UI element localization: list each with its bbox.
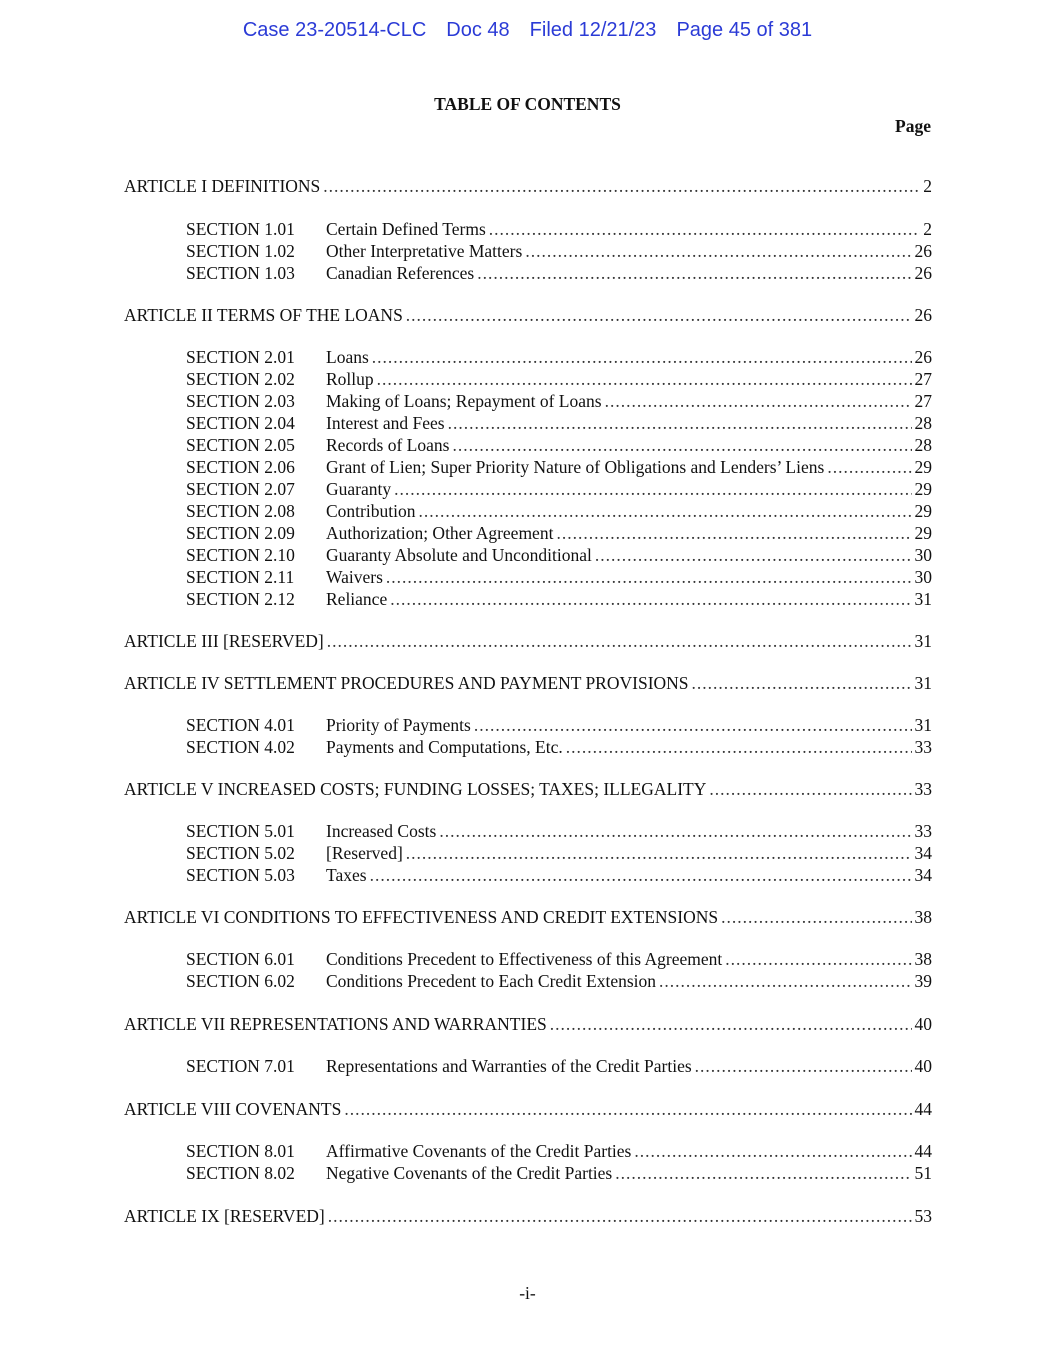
- entry-page-number: 31: [914, 589, 932, 609]
- entry-page-number: 2: [923, 176, 932, 196]
- entry-page-number: 40: [914, 1056, 932, 1076]
- toc-section-entry[interactable]: [186, 864, 932, 886]
- entry-page-number: 34: [914, 865, 932, 885]
- section-number: SECTION 2.03: [186, 391, 295, 411]
- section-number: SECTION 2.02: [186, 369, 295, 389]
- dot-leader: [390, 588, 911, 610]
- toc-section-entry[interactable]: [186, 736, 932, 758]
- entry-title: ARTICLE I DEFINITIONS: [124, 176, 321, 196]
- toc-section-entry[interactable]: [186, 588, 932, 610]
- dot-leader: [406, 304, 912, 326]
- toc-article-entry[interactable]: [124, 304, 932, 326]
- dot-leader: [448, 412, 912, 434]
- toc-section-entry[interactable]: [186, 842, 932, 864]
- entry-title: Interest and Fees: [326, 413, 445, 433]
- dot-leader: [370, 864, 912, 886]
- entry-page-number: 53: [914, 1206, 932, 1226]
- dot-leader: [550, 1013, 912, 1035]
- toc-section-entry[interactable]: [186, 970, 932, 992]
- toc-article-entry[interactable]: [124, 1013, 932, 1035]
- entry-page-number: 31: [914, 715, 932, 735]
- dot-leader: [605, 390, 912, 412]
- dot-leader: [692, 672, 912, 694]
- entry-page-number: 38: [914, 907, 932, 927]
- dot-leader: [566, 736, 912, 758]
- section-number: SECTION 4.01: [186, 715, 295, 735]
- entry-title: Canadian References: [326, 263, 475, 283]
- toc-section-entry[interactable]: [186, 522, 932, 544]
- dot-leader: [394, 478, 911, 500]
- entry-page-number: 39: [914, 971, 932, 991]
- toc-article-entry[interactable]: [124, 175, 932, 197]
- toc-section-entry[interactable]: [186, 218, 932, 240]
- section-number: SECTION 1.01: [186, 219, 295, 239]
- page-footer: -i-: [519, 1283, 536, 1303]
- section-number: SECTION 6.02: [186, 971, 295, 991]
- entry-page-number: 31: [914, 673, 932, 693]
- toc-section-entry[interactable]: [186, 456, 932, 478]
- toc-section-entry[interactable]: [186, 262, 932, 284]
- entry-title: ARTICLE VIII COVENANTS: [124, 1099, 342, 1119]
- dot-leader: [695, 1055, 912, 1077]
- section-number: SECTION 2.10: [186, 545, 295, 565]
- toc-section-entry[interactable]: [186, 240, 932, 262]
- section-number: SECTION 4.02: [186, 737, 295, 757]
- toc-section-entry[interactable]: [186, 368, 932, 390]
- toc-article-entry[interactable]: [124, 630, 932, 652]
- entry-title: Guaranty: [326, 479, 392, 499]
- entry-page-number: 31: [914, 631, 932, 651]
- toc-article-entry[interactable]: [124, 672, 932, 694]
- dot-leader: [327, 630, 912, 652]
- dot-leader: [452, 434, 911, 456]
- entry-title: ARTICLE IV SETTLEMENT PROCEDURES AND PAYMENT PROVISIONS: [124, 673, 689, 693]
- entry-page-number: 40: [914, 1014, 932, 1034]
- toc-section-entry[interactable]: [186, 948, 932, 970]
- dot-leader: [328, 1205, 912, 1227]
- dot-leader: [615, 1162, 911, 1184]
- section-number: SECTION 2.08: [186, 501, 295, 521]
- toc-article-entry[interactable]: [124, 1205, 932, 1227]
- dot-leader: [474, 714, 912, 736]
- entry-title: Representations and Warranties of the Credit Parties: [326, 1056, 692, 1076]
- section-number: SECTION 1.02: [186, 241, 295, 261]
- section-number: SECTION 2.07: [186, 479, 295, 499]
- toc-section-entry[interactable]: [186, 566, 932, 588]
- entry-title: Loans: [326, 347, 369, 367]
- entry-page-number: 30: [914, 545, 932, 565]
- section-number: SECTION 5.03: [186, 865, 295, 885]
- toc-section-entry[interactable]: [186, 390, 932, 412]
- section-number: SECTION 1.03: [186, 263, 295, 283]
- entry-page-number: 26: [914, 347, 932, 367]
- filed-date: Filed 12/21/23: [529, 19, 657, 41]
- dot-leader: [556, 522, 911, 544]
- toc-section-entry[interactable]: [186, 714, 932, 736]
- entry-page-number: 33: [914, 821, 932, 841]
- dot-leader: [721, 906, 911, 928]
- dot-leader: [372, 346, 912, 368]
- entry-title: Reliance: [326, 589, 388, 609]
- section-number: SECTION 8.02: [186, 1163, 295, 1183]
- dot-leader: [439, 820, 911, 842]
- toc-section-entry[interactable]: [186, 1055, 932, 1077]
- toc-section-entry[interactable]: [186, 346, 932, 368]
- entry-title: Other Interpretative Matters: [326, 241, 523, 261]
- entry-page-number: 26: [914, 241, 932, 261]
- entry-page-number: 29: [914, 523, 932, 543]
- entry-page-number: 34: [914, 843, 932, 863]
- dot-leader: [634, 1140, 911, 1162]
- entry-title: [Reserved]: [326, 843, 403, 863]
- toc-section-entry[interactable]: [186, 544, 932, 566]
- entry-title: Grant of Lien; Super Priority Nature of Obligations and Lenders’ Liens: [326, 457, 825, 477]
- case-number: Case 23-20514-CLC: [242, 19, 427, 41]
- dot-leader: [406, 842, 912, 864]
- entry-page-number: 28: [914, 435, 932, 455]
- dot-leader: [386, 566, 912, 588]
- page-count: Page 45 of 381: [676, 19, 813, 41]
- entry-page-number: 30: [914, 567, 932, 587]
- entry-title: Rollup: [326, 369, 374, 389]
- toc-article-entry[interactable]: [124, 906, 932, 928]
- section-number: SECTION 7.01: [186, 1056, 295, 1076]
- entry-page-number: 29: [914, 501, 932, 521]
- doc-number: Doc 48: [446, 19, 510, 41]
- entry-title: ARTICLE III [RESERVED]: [124, 631, 324, 651]
- section-number: SECTION 2.12: [186, 589, 295, 609]
- dot-leader: [418, 500, 911, 522]
- entry-title: Contribution: [326, 501, 416, 521]
- toc-section-entry[interactable]: [186, 500, 932, 522]
- entry-title: Authorization; Other Agreement: [326, 523, 554, 543]
- dot-leader: [709, 778, 911, 800]
- entry-page-number: 33: [914, 779, 932, 799]
- dot-leader: [525, 240, 911, 262]
- entry-title: Conditions Precedent to Effectiveness of this Agreement: [326, 949, 723, 969]
- entry-title: ARTICLE II TERMS OF THE LOANS: [124, 305, 403, 325]
- toc-section-entry[interactable]: [186, 820, 932, 842]
- toc-section-entry[interactable]: [186, 1162, 932, 1184]
- entry-title: Waivers: [326, 567, 383, 587]
- entry-title: ARTICLE IX [RESERVED]: [124, 1206, 325, 1226]
- section-number: SECTION 2.11: [186, 567, 295, 587]
- entry-title: Conditions Precedent to Each Credit Extension: [326, 971, 657, 991]
- page-column-label: Page: [895, 116, 931, 136]
- entry-title: Taxes: [326, 865, 367, 885]
- dot-leader: [344, 1098, 911, 1120]
- toc-section-entry[interactable]: [186, 1140, 932, 1162]
- dot-leader: [659, 970, 911, 992]
- section-number: SECTION 5.02: [186, 843, 295, 863]
- entry-page-number: 27: [914, 391, 932, 411]
- entry-title: Payments and Computations, Etc.: [326, 737, 563, 757]
- section-number: SECTION 2.09: [186, 523, 295, 543]
- section-number: SECTION 6.01: [186, 949, 295, 969]
- entry-page-number: 44: [914, 1099, 932, 1119]
- toc-title: TABLE OF CONTENTS: [434, 94, 621, 114]
- entry-title: Records of Loans: [326, 435, 450, 455]
- section-number: SECTION 8.01: [186, 1141, 295, 1161]
- entry-page-number: 38: [914, 949, 932, 969]
- section-number: SECTION 2.06: [186, 457, 295, 477]
- dot-leader: [477, 262, 911, 284]
- entry-page-number: 26: [914, 305, 932, 325]
- entry-page-number: 51: [914, 1163, 932, 1183]
- entry-page-number: 28: [914, 413, 932, 433]
- dot-leader: [827, 456, 911, 478]
- dot-leader: [595, 544, 912, 566]
- entry-page-number: 44: [914, 1141, 932, 1161]
- entry-title: ARTICLE V INCREASED COSTS; FUNDING LOSSES; TAXES; ILLEGALITY: [124, 779, 707, 799]
- section-number: SECTION 5.01: [186, 821, 295, 841]
- entry-title: Negative Covenants of the Credit Parties: [326, 1163, 613, 1183]
- dot-leader: [725, 948, 911, 970]
- section-number: SECTION 2.01: [186, 347, 295, 367]
- entry-page-number: 27: [914, 369, 932, 389]
- filing-header: [0, 19, 1055, 42]
- entry-title: Guaranty Absolute and Unconditional: [326, 545, 592, 565]
- dot-leader: [489, 218, 920, 240]
- toc-article-entry[interactable]: [124, 778, 932, 800]
- entry-title: ARTICLE VI CONDITIONS TO EFFECTIVENESS AND CREDIT EXTENSIONS: [124, 907, 719, 927]
- entry-title: Affirmative Covenants of the Credit Parties: [326, 1141, 632, 1161]
- entry-page-number: 29: [914, 479, 932, 499]
- toc-section-entry[interactable]: [186, 412, 932, 434]
- entry-title: ARTICLE VII REPRESENTATIONS AND WARRANTIES: [124, 1014, 547, 1034]
- entry-page-number: 29: [914, 457, 932, 477]
- dot-leader: [323, 175, 920, 197]
- entry-page-number: 26: [914, 263, 932, 283]
- entry-title: Certain Defined Terms: [326, 219, 486, 239]
- entry-title: Priority of Payments: [326, 715, 471, 735]
- section-number: SECTION 2.05: [186, 435, 295, 455]
- entry-page-number: 33: [914, 737, 932, 757]
- entry-page-number: 2: [923, 219, 932, 239]
- toc-article-entry[interactable]: [124, 1098, 932, 1120]
- section-number: SECTION 2.04: [186, 413, 295, 433]
- entry-title: Making of Loans; Repayment of Loans: [326, 391, 602, 411]
- toc-section-entry[interactable]: [186, 434, 932, 456]
- entry-title: Increased Costs: [326, 821, 437, 841]
- dot-leader: [377, 368, 912, 390]
- toc-section-entry[interactable]: [186, 478, 932, 500]
